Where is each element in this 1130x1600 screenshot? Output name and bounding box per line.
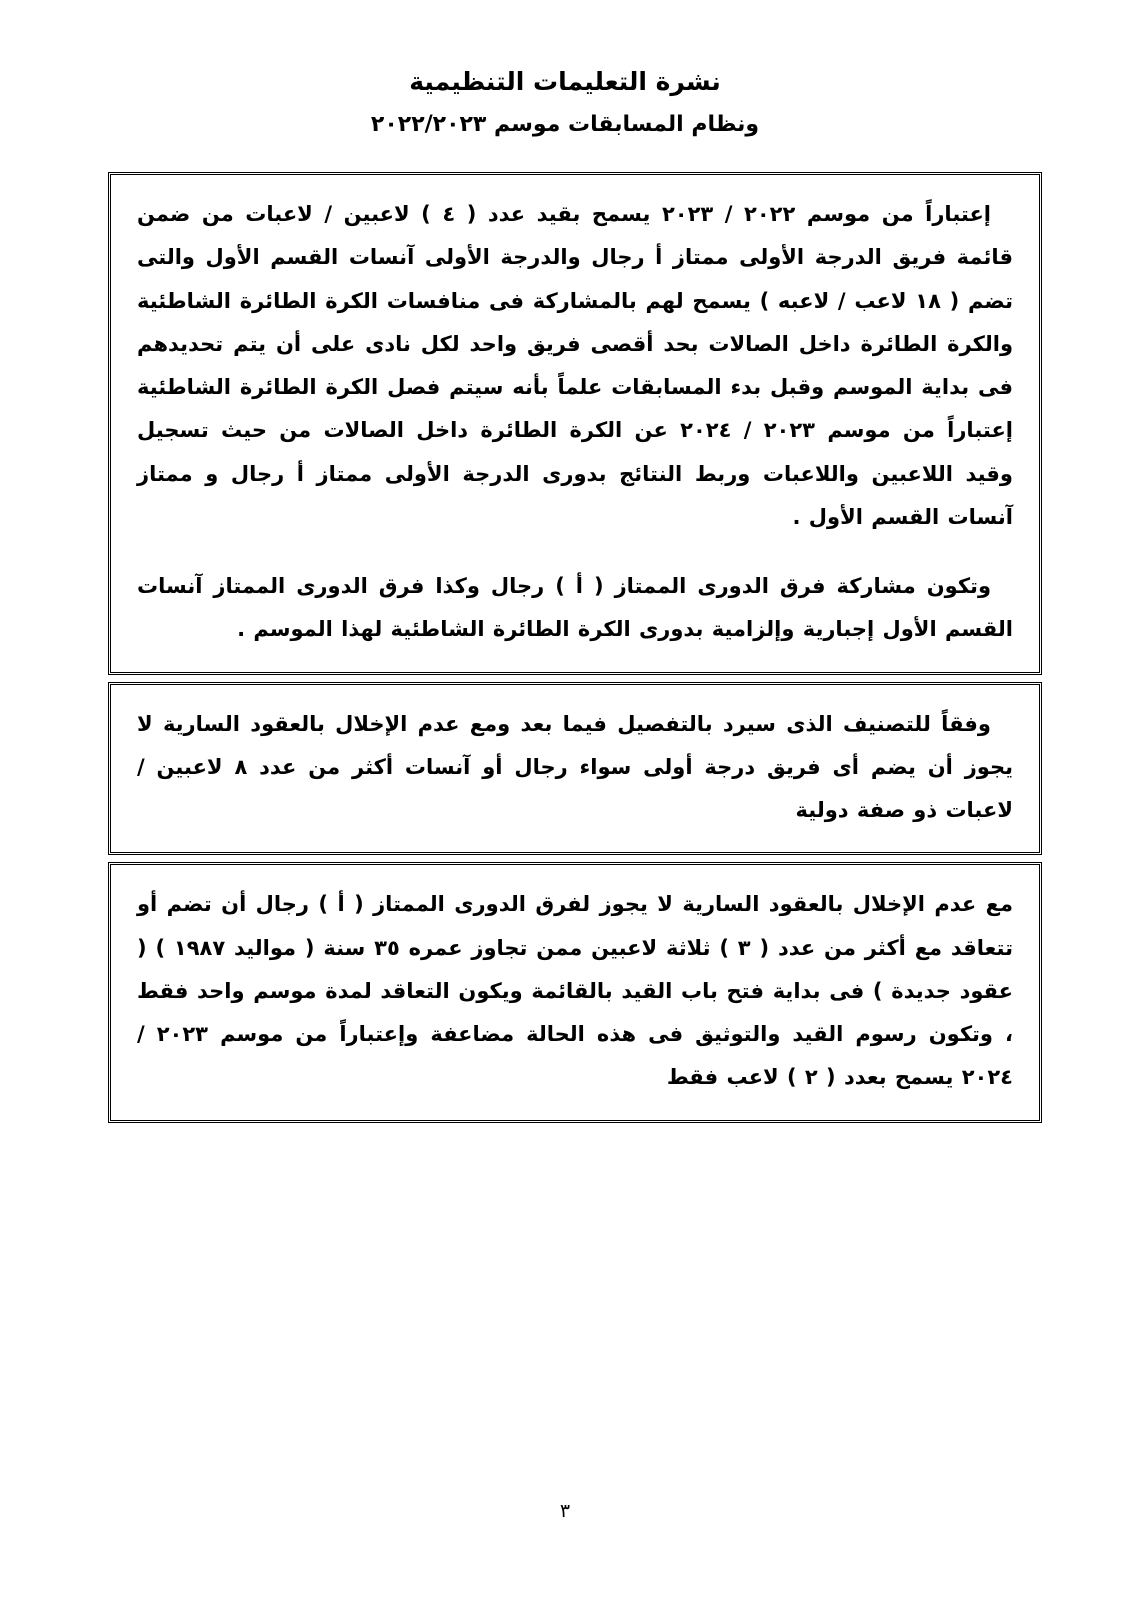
section-international-players-limit	[108, 682, 1042, 856]
section-registration-quota	[108, 172, 1042, 675]
section-paragraph	[137, 883, 1013, 1099]
clause-text-plain: مع عدم الإخلال بالعقود السارية لا يجوز لفرق الدورى الممتاز ( أ ) رجال أن تضم أو تتعاقد مع أكثر من عدد ( ٣ ) ثلاثة لاعبين ممن تجاوز عمره ٣٥ سنة ( مواليد ١٩٨٧ ) ( عقود جديدة ) فى بداية فتح باب القيد بالقائمة ويكون التعاقد لمدة موسم واحد فقط ،	[137, 892, 1013, 1046]
section-paragraph: إعتباراً من موسم ٢٠٢٢ / ٢٠٢٣ يسمح بقيد عدد ( ٤ ) لاعبين / لاعبات من ضمن قائمة فريق الدرجة الأولى ممتاز أ رجال والدرجة الأولى آنسات القسم الأول والتى تضم ( ١٨ لاعب / لاعبه ) يسمح لهم بالمشاركة فى منافسات الكرة الطائرة الشاطئية والكرة الطائرة داخل الصالات بحد أقصى فريق واحد لكل نادى على أن يتم تحديدهم فى بداية الموسم وقبل بدء المسابقات علماً بأنه سيتم فصل الكرة الطائرة الشاطئية إعتباراً من موسم ٢٠٢٣ / ٢٠٢٤ عن الكرة الطائرة داخل الصالات من حيث تسجيل وقيد اللاعبين واللاعبات وربط النتائج بدورى الدرجة الأولى ممتاز أ رجال و ممتاز آنسات القسم الأول .	[137, 202, 1014, 529]
regulation-sections	[108, 172, 1042, 1123]
page-title: نشرة التعليمات التنظيمية	[409, 67, 721, 96]
clause-text-emphasis: وتكون رسوم القيد والتوثيق فى هذه الحالة مضاعفة	[418, 1022, 993, 1046]
clause-text-tail: وإعتباراً من موسم ٢٠٢٣ / ٢٠٢٤ يسمح بعدد ( ٢ ) لاعب فقط	[137, 1022, 1013, 1090]
document-header	[0, 0, 1130, 139]
page-subtitle: ونظام المسابقات موسم ٢٠٢٢/٢٠٢٣	[370, 112, 760, 138]
section-paragraph: وتكون مشاركة فرق الدورى الممتاز ( أ ) رجال وكذا فرق الدورى الممتاز آنسات القسم الأول إجبارية وإلزامية بدورى الكرة الطائرة الشاطئية لهذا الموسم .	[137, 574, 1013, 642]
section-veteran-players-limit	[108, 862, 1042, 1122]
section-paragraph: وفقاً للتصنيف الذى سيرد بالتفصيل فيما بعد ومع عدم الإخلال بالعقود السارية لا يجوز أن يضم أى فريق درجة أولى سواء رجال أو آنسات أكثر من عدد ٨ لاعبين / لاعبات ذو صفة دولية	[137, 711, 1013, 822]
page-number: ٣	[559, 1500, 571, 1522]
